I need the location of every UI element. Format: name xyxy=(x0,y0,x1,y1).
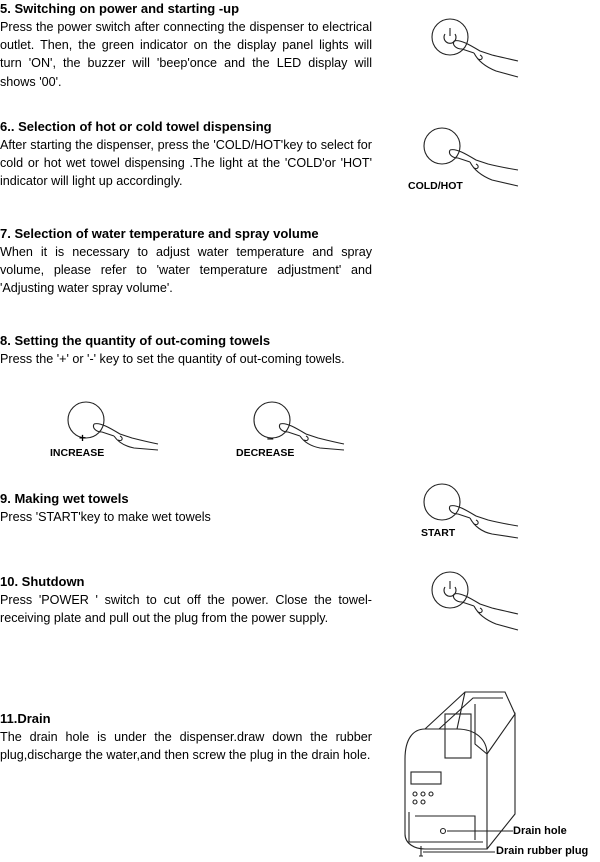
drain-hole-label: Drain hole xyxy=(513,825,567,837)
section-body: When it is necessary to adjust water temperature and spray volume, please refer to 'water temperature adjustment' and 'Adjusting water spray volume'. xyxy=(0,245,372,296)
section-cold-hot xyxy=(0,118,372,191)
dispenser-drain-figure xyxy=(395,684,600,859)
decrease-symbol: – xyxy=(267,431,274,445)
hand-pressing-icon xyxy=(422,126,520,186)
increase-symbol: + xyxy=(79,431,87,445)
hand-pressing-icon xyxy=(430,568,520,638)
section-body: Press the '+' or '-' key to set the quantity of out-coming towels. xyxy=(0,352,345,366)
power-button-figure xyxy=(430,15,520,85)
section-title: 6.. Selection of hot or cold towel dispensing xyxy=(0,119,272,134)
section-body: After starting the dispenser, press the 'COLD/HOT'key to select for cold or hot wet towel dispensing .The light at the 'COLD'or 'HOT' indicator will light up accordingly. xyxy=(0,138,372,189)
drain-plug-label: Drain rubber plug xyxy=(496,845,589,857)
section-make-towels xyxy=(0,490,372,526)
section-body: Press 'START'key to make wet towels xyxy=(0,510,211,524)
increase-label: INCREASE xyxy=(50,447,105,459)
section-shutdown xyxy=(0,573,372,627)
hand-pressing-icon xyxy=(250,400,346,450)
section-title: 7. Selection of water temperature and spray volume xyxy=(0,226,319,241)
cold-hot-label: COLD/HOT xyxy=(408,180,463,192)
power-off-button-figure xyxy=(430,568,520,638)
start-label: START xyxy=(421,527,456,539)
decrease-label: DECREASE xyxy=(236,447,295,459)
section-body: The drain hole is under the dispenser.draw down the rubber plug,discharge the water,and then screw the plug in the drain hole. xyxy=(0,730,372,763)
section-body: Press 'POWER ' switch to cut off the power. Close the towel-receiving plate and pull out the plug from the power supply. xyxy=(0,593,372,626)
section-power-on xyxy=(0,0,372,91)
section-title: 11.Drain xyxy=(0,711,51,726)
hand-pressing-icon xyxy=(430,15,520,85)
cold-hot-button-figure xyxy=(422,126,520,186)
drain-hole-icon xyxy=(441,829,446,834)
section-title: 5. Switching on power and starting -up xyxy=(0,1,240,16)
section-water-temp xyxy=(0,225,372,298)
section-body: Press the power switch after connecting the dispenser to electrical outlet. Then, the green indicator on the display panel lights will turn 'ON', the buzzer will 'beep'once and the LED display will shows '00'. xyxy=(0,20,372,89)
section-title: 9. Making wet towels xyxy=(0,491,129,506)
section-towel-quantity xyxy=(0,332,372,368)
towel-dispenser-icon xyxy=(395,684,600,859)
section-drain xyxy=(0,710,372,764)
section-title: 8. Setting the quantity of out-coming towels xyxy=(0,333,271,348)
section-title: 10. Shutdown xyxy=(0,574,85,589)
decrease-button-figure xyxy=(250,400,346,450)
